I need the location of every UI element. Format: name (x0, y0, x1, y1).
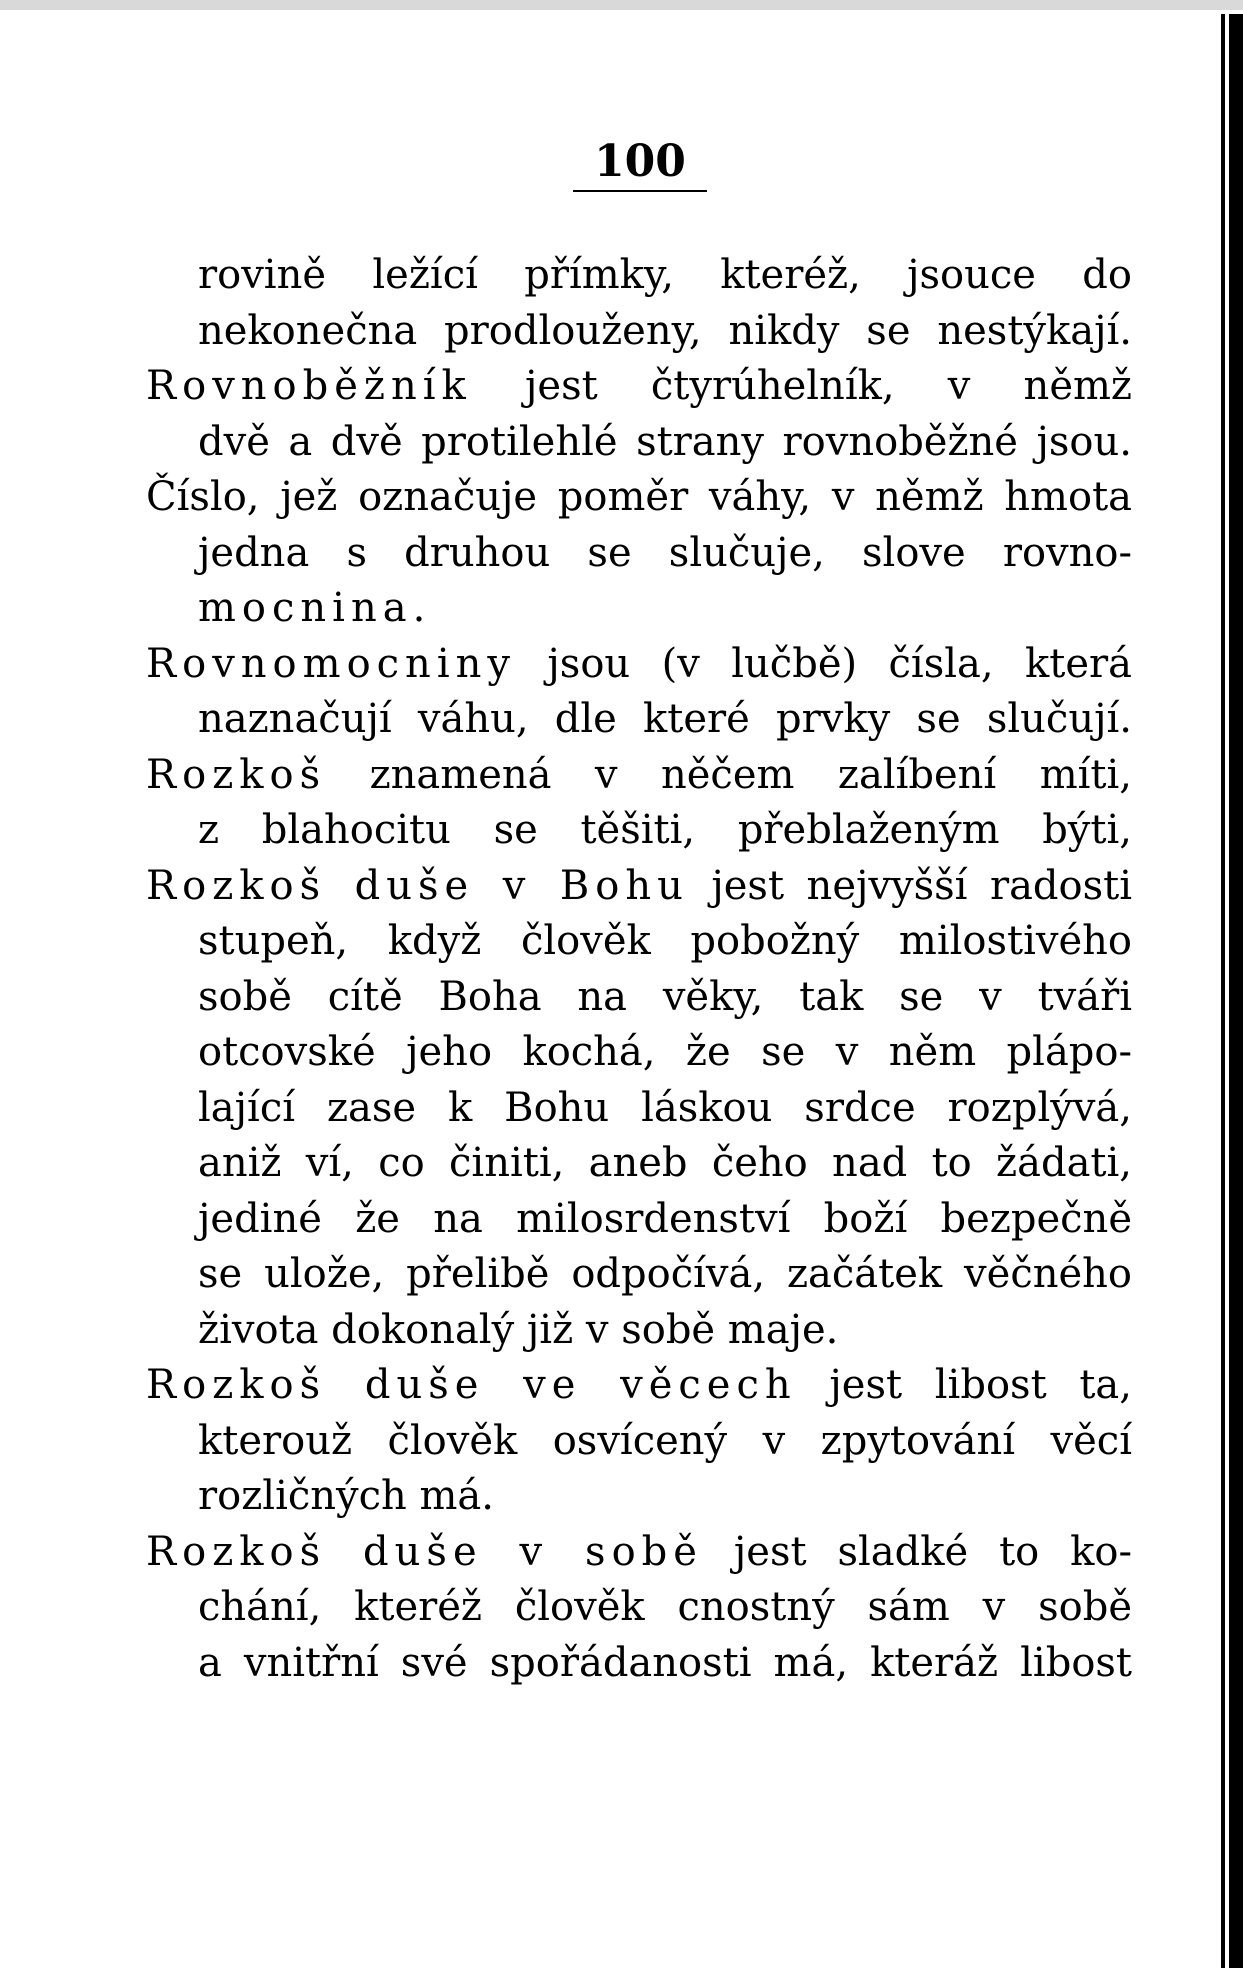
entry-term: Rovnoběžník (146, 363, 472, 409)
entry-term: Rozkoš (146, 751, 327, 798)
entry-term: Rovnomocniny (146, 640, 516, 687)
entry-line: Číslo, jež označuje poměr váhy, v němž hmota (146, 474, 1132, 520)
entry-term: Rozkoš duše ve věcech (146, 1362, 797, 1408)
text-line: kterouž člověk osvícený v zpytování věcí (198, 1417, 1132, 1464)
entry-line: Rozkoš duše v Bohu jest nejvyšší radosti (146, 862, 1132, 909)
text-line: stupeň, když člověk pobožný milostivého (198, 918, 1132, 964)
text-line: dvě a dvě protilehlé strany rovnoběžné jsou. (198, 418, 1132, 465)
entry-term: Rozkoš duše v Bohu (146, 862, 689, 909)
text-line: jediné že na milosrdenství boží bezpečně (198, 1195, 1132, 1242)
text-line: lající zase k Bohu láskou srdce rozplývá, (198, 1084, 1132, 1131)
text-line: naznačují váhu, dle které prvky se slučují. (198, 696, 1132, 742)
text-line: života dokonalý již v sobě maje. (198, 1306, 839, 1353)
text-line: otcovské jeho kochá, že se v něm plápo- (198, 1029, 1132, 1075)
text-line: nekonečna prodlouženy, nikdy se nestýkají. (198, 307, 1132, 354)
text-line: z blahocitu se těšiti, přeblaženým býti, (198, 807, 1132, 853)
page-edge-border (1229, 14, 1243, 1968)
entry-term: Rozkoš duše v sobě (146, 1528, 703, 1575)
text-line: mocnina. (198, 585, 432, 631)
page-number: 100 (594, 136, 686, 187)
text-line: chání, kteréž člověk cnostný sám v sobě (198, 1584, 1132, 1630)
text-line: jedna s druhou se slučuje, slove rovno- (198, 529, 1132, 576)
text-line: rozličných má. (198, 1473, 494, 1519)
page-number-rule (573, 190, 707, 192)
entry-line: Rozkoš duše ve věcech jest libost ta, (146, 1362, 1132, 1408)
text-line: rovině ležící přímky, kteréž, jsouce do (198, 252, 1132, 298)
entry-line: Rozkoš znamená v něčem zalíbení míti, (146, 751, 1132, 798)
scan-top-edge (0, 0, 1243, 10)
page-edge-line (1221, 14, 1225, 1968)
entry-line: Rovnomocniny jsou (v lučbě) čísla, která (146, 640, 1132, 687)
dictionary-text (146, 248, 1132, 1691)
entry-line: Rozkoš duše v sobě jest sladké to ko- (146, 1528, 1132, 1575)
text-line: a vnitřní své spořádanosti má, kteráž libost (198, 1639, 1132, 1686)
text-line: sobě cítě Boha na věky, tak se v tváři (198, 973, 1132, 1020)
text-line: aniž ví, co činiti, aneb čeho nad to žádati, (198, 1140, 1132, 1186)
entry-line: Rovnoběžník jest čtyrúhelník, v němž (146, 363, 1132, 409)
text-line: se ulože, přelibě odpočívá, začátek věčného (198, 1251, 1132, 1297)
